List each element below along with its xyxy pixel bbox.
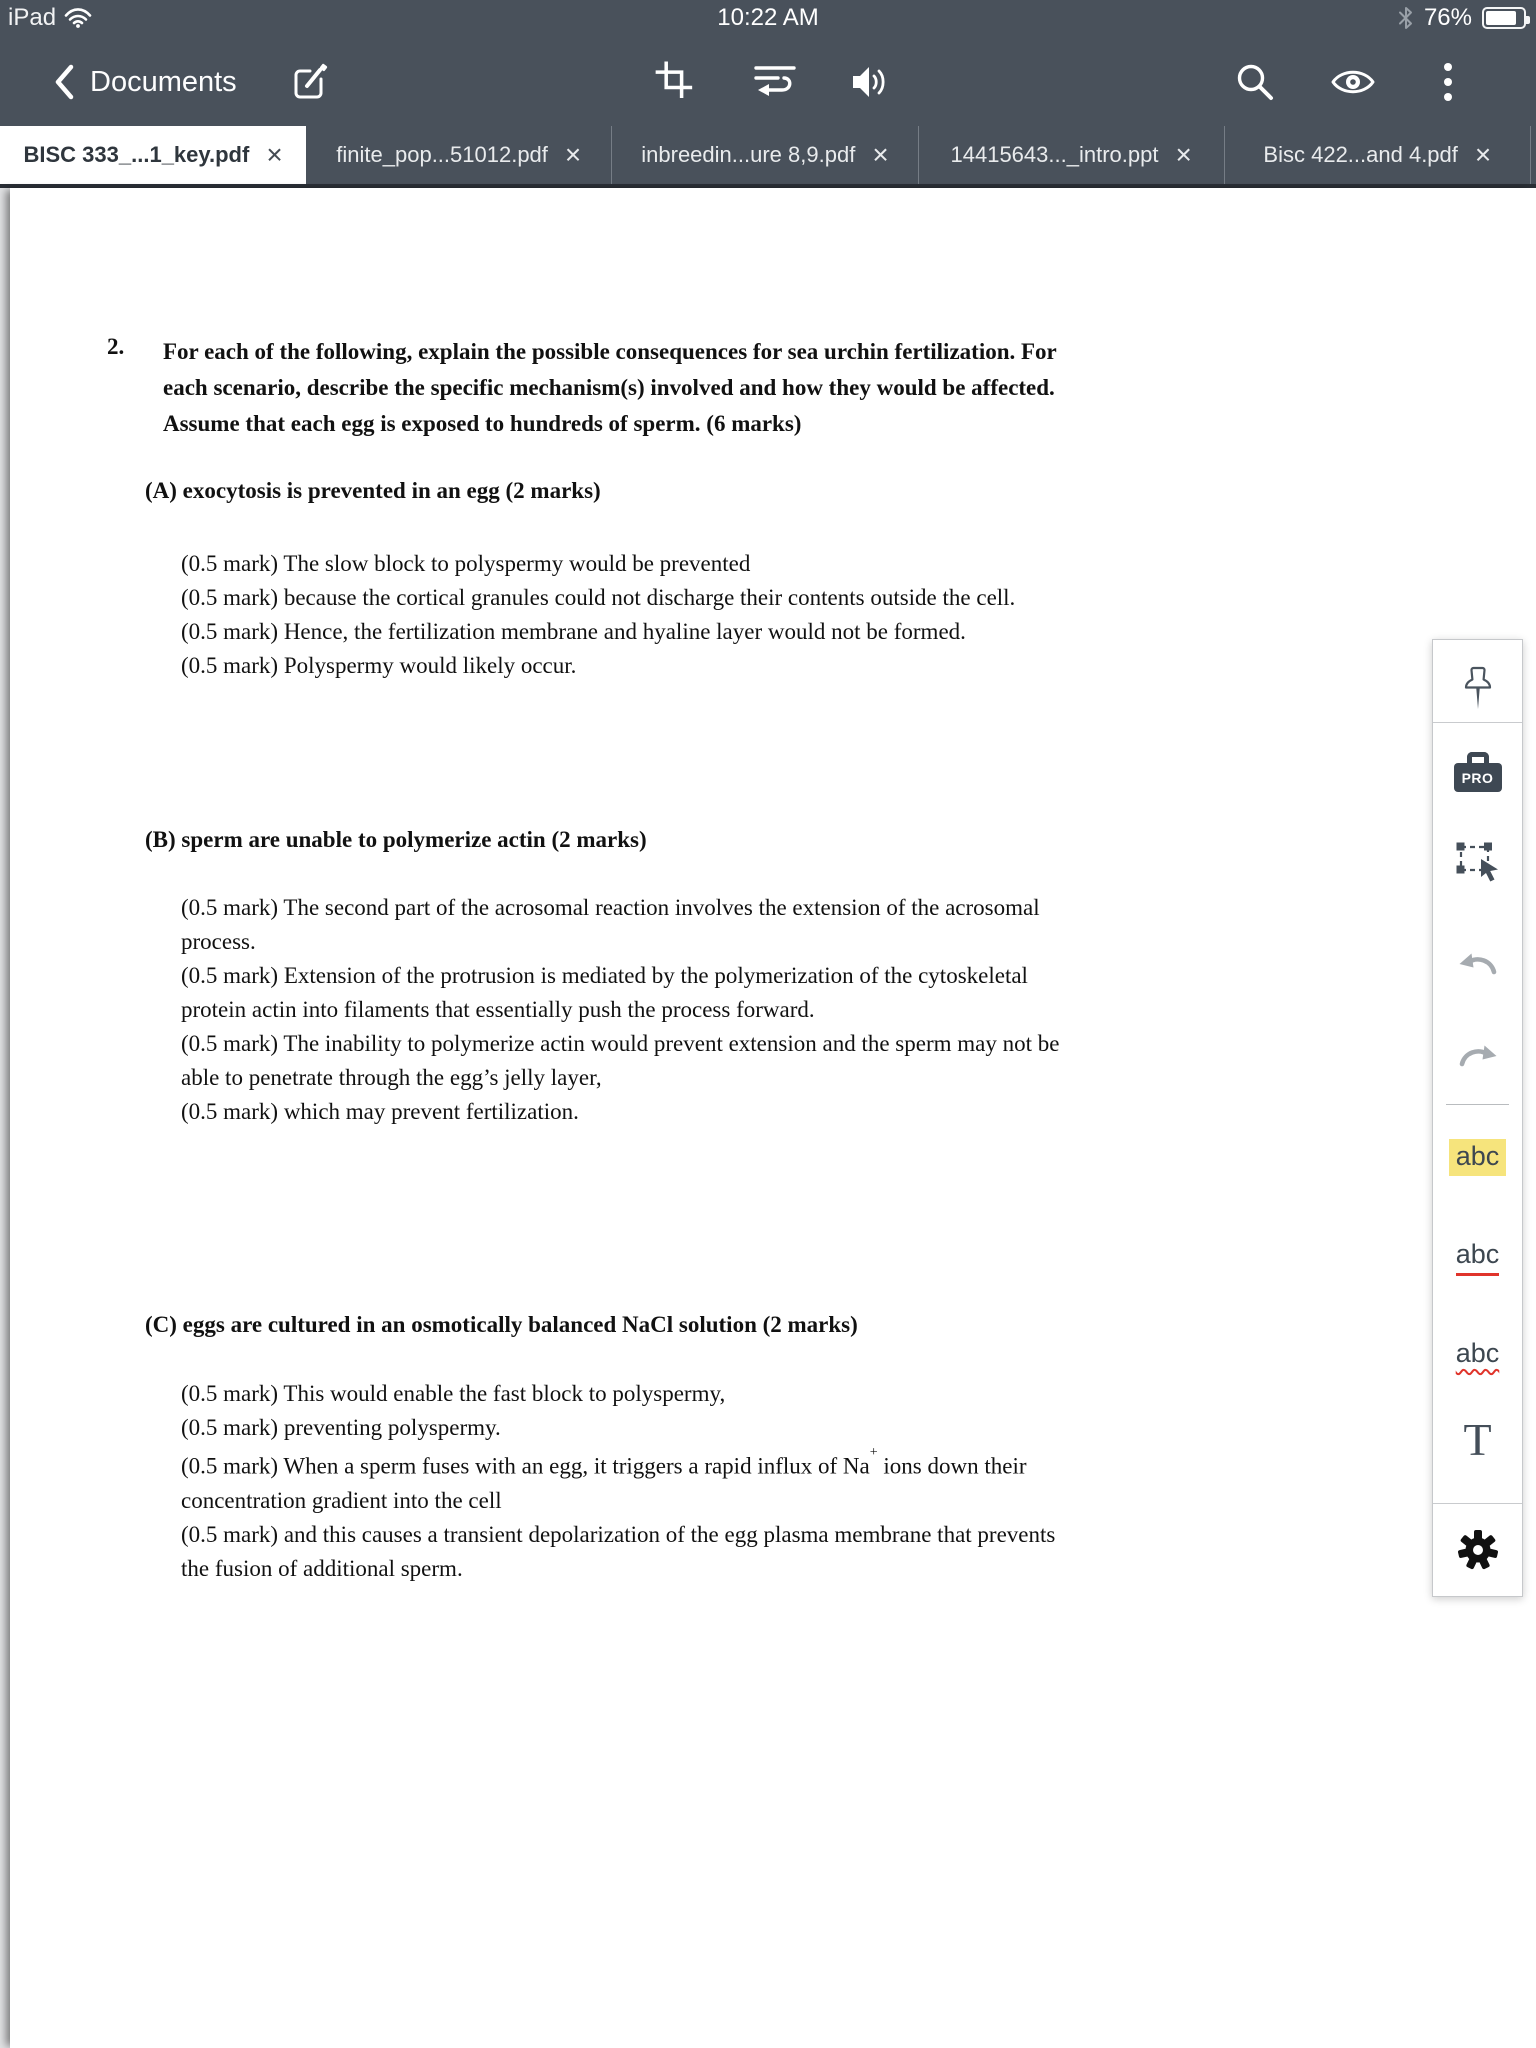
text-tool-icon: T: [1463, 1414, 1492, 1465]
underline-tool-button[interactable]: [1433, 1233, 1522, 1283]
undo-icon: [1457, 948, 1499, 976]
tab-bisc-333-key[interactable]: [0, 126, 306, 184]
battery-icon: [1482, 7, 1526, 29]
eye-icon: [1330, 66, 1376, 98]
question-number: 2.: [107, 334, 125, 359]
clock: 10:22 AM: [717, 4, 819, 31]
vertical-dots-icon: [1444, 63, 1452, 101]
highlight-tool-icon: abc: [1449, 1139, 1507, 1176]
document-tab-bar: [0, 126, 1536, 188]
tab-label: 14415643..._intro.ppt: [950, 142, 1159, 167]
undo-button[interactable]: [1433, 940, 1522, 984]
status-bar: [0, 0, 1536, 38]
speaker-icon: [850, 63, 890, 101]
tab-label: finite_pop...51012.pdf: [336, 142, 548, 167]
squiggly-tool-button[interactable]: [1433, 1328, 1522, 1378]
tab-close-icon[interactable]: ×: [266, 139, 283, 170]
pdf-toolbar: [0, 38, 1536, 126]
settings-button[interactable]: [1433, 1520, 1522, 1580]
answer-line: (0.5 mark) preventing polyspermy.: [181, 1415, 501, 1440]
section-c-body: [181, 1377, 1081, 1586]
tab-intro-ppt[interactable]: [919, 126, 1225, 184]
pin-tool-button[interactable]: [1433, 658, 1522, 722]
pdf-page: [10, 188, 1536, 2048]
gear-icon: [1455, 1527, 1501, 1573]
more-menu-button[interactable]: [1444, 38, 1452, 126]
back-chevron-icon: [53, 64, 75, 100]
pro-briefcase-icon: [1454, 752, 1502, 792]
answer-line-na-influx: (0.5 mark) When a sperm fuses with an egg, it triggers a rapid influx of Na+ ions down their concentration gradient into the cell: [181, 1445, 1027, 1513]
pro-tools-button[interactable]: [1433, 740, 1522, 804]
tab-close-icon[interactable]: ×: [1474, 139, 1492, 170]
section-b-body: [181, 891, 1081, 1129]
answer-line: (0.5 mark) Extension of the protrusion is mediated by the polymerization of the cytoskeletal protein actin into filaments that essentially push the process forward.: [181, 963, 1028, 1022]
redo-button[interactable]: [1433, 1032, 1522, 1076]
pro-label: PRO: [1454, 763, 1502, 792]
search-button[interactable]: [1233, 38, 1277, 126]
tab-label: inbreedin...ure 8,9.pdf: [641, 142, 856, 167]
back-button[interactable]: [53, 38, 75, 126]
crop-icon: [653, 60, 697, 104]
tab-close-icon[interactable]: ×: [872, 139, 889, 170]
tab-label: BISC 333_...1_key.pdf: [23, 142, 250, 167]
underline-tool-icon: abc: [1456, 1241, 1500, 1276]
squiggly-underline-tool-icon: abc: [1455, 1337, 1500, 1368]
tab-bisc-422[interactable]: [1225, 126, 1531, 184]
annotation-toolbar: [1432, 639, 1523, 1597]
battery-percent: 76%: [1423, 4, 1472, 31]
tab-label: Bisc 422...and 4.pdf: [1263, 142, 1458, 167]
answer-line: (0.5 mark) The second part of the acrosomal reaction involves the extension of the acrosomal process.: [181, 895, 1040, 954]
superscript-plus: +: [869, 1445, 878, 1460]
question-text: For each of the following, explain the possible consequences for sea urchin fertilization. For each scenario, describe the specific mechanism(s) involved and how they would be affected. Assume that each egg is exposed to hundreds of sperm. (6 marks): [163, 339, 1057, 436]
compose-button[interactable]: [292, 38, 328, 126]
answer-line: (0.5 mark) The slow block to polyspermy would be prevented: [181, 551, 751, 576]
compose-icon: [292, 63, 328, 101]
section-c-heading: (C) eggs are cultured in an osmotically balanced NaCl solution (2 marks): [145, 1312, 858, 1337]
read-aloud-button[interactable]: [850, 38, 890, 126]
redo-icon: [1457, 1040, 1499, 1068]
view-settings-button[interactable]: [1330, 38, 1376, 126]
answer-line: (0.5 mark) which may prevent fertilization.: [181, 1099, 579, 1124]
answer-line: (0.5 mark) Polyspermy would likely occur.: [181, 653, 577, 678]
answer-line: (0.5 mark) and this causes a transient depolarization of the egg plasma membrane that prevents the fusion of additional sperm.: [181, 1521, 1056, 1581]
answer-line: (0.5 mark) This would enable the fast block to polyspermy,: [181, 1381, 726, 1406]
text-tool-button[interactable]: [1433, 1412, 1522, 1468]
answer-line: (0.5 mark) The inability to polymerize actin would prevent extension and the sperm may not be able to penetrate through the egg’s jelly layer,: [181, 1031, 1060, 1090]
section-a-heading: (A) exocytosis is prevented in an egg (2 marks): [145, 478, 601, 503]
bluetooth-icon: [1398, 5, 1414, 31]
text-reflow-icon: [753, 63, 797, 101]
carrier-label: iPad: [8, 4, 57, 31]
select-tool-button[interactable]: [1433, 835, 1522, 889]
selection-tool-icon: [1454, 840, 1502, 884]
highlight-tool-button[interactable]: [1433, 1131, 1522, 1183]
tab-inbreeding-lecture[interactable]: [612, 126, 918, 184]
text-reflow-button[interactable]: [753, 38, 797, 126]
answer-line: (0.5 mark) Hence, the fertilization membrane and hyaline layer would not be formed.: [181, 619, 966, 644]
tab-finite-pop[interactable]: [306, 126, 612, 184]
search-icon: [1233, 60, 1277, 104]
back-button-label: Documents: [90, 65, 237, 98]
tab-close-icon[interactable]: ×: [1175, 139, 1192, 170]
back-button-label-wrap[interactable]: [90, 38, 237, 126]
pushpin-icon: [1460, 665, 1496, 715]
tab-close-icon[interactable]: ×: [564, 139, 582, 170]
section-b-heading: (B) sperm are unable to polymerize actin (2 marks): [145, 827, 647, 852]
answer-line: (0.5 mark) because the cortical granules could not discharge their contents outside the cell.: [181, 585, 1016, 610]
crop-button[interactable]: [653, 38, 697, 126]
section-a-body: [181, 547, 1081, 683]
